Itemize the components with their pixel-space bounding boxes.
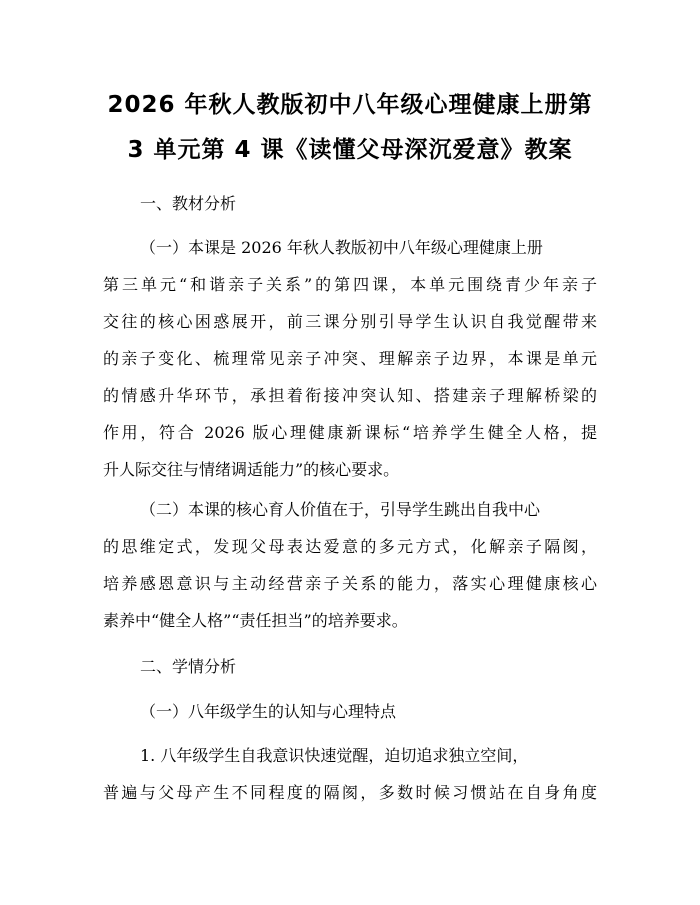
paragraph-2-line-2: 的思维定式，发现父母表达爱意的多元方式，化解亲子隔阂， [103, 537, 597, 556]
subsection-heading-cognitive-traits: （一）八年级学生的认知与心理特点 [140, 702, 397, 721]
section-heading-learner-analysis: 二、学情分析 [140, 657, 237, 676]
section-heading-textbook-analysis: 一、教材分析 [140, 194, 237, 213]
document-title-line-1: 2026 年秋人教版初中八年级心理健康上册第 [107, 92, 593, 118]
paragraph-1-line-4: 的亲子变化、梳理常见亲子冲突、理解亲子边界，本课是单元 [103, 349, 597, 368]
paragraph-1-line-5: 的情感升华环节，承担着衔接冲突认知、搭建亲子理解桥梁的 [103, 386, 597, 405]
list-item-1-line-1: 1. 八年级学生自我意识快速觉醒，迫切追求独立空间， [140, 746, 529, 765]
paragraph-1-line-6: 作用，符合 2026 版心理健康新课标“培养学生健全人格，提 [103, 423, 597, 442]
document-title-line-2: 3 单元第 4 课《读懂父母深沉爱意》教案 [127, 137, 573, 163]
paragraph-1-line-1: （一）本课是 2026 年秋人教版初中八年级心理健康上册 [140, 238, 543, 257]
paragraph-2-line-1: （二）本课的核心育人价值在于，引导学生跳出自我中心 [140, 500, 541, 519]
paragraph-2-line-4: 素养中“健全人格”“责任担当”的培养要求。 [103, 611, 408, 630]
paragraph-1-line-7: 升人际交往与情绪调适能力”的核心要求。 [103, 460, 400, 479]
paragraph-1-line-3: 交往的核心困惑展开，前三课分别引导学生认识自我觉醒带来 [103, 312, 597, 331]
paragraph-2-line-3: 培养感恩意识与主动经营亲子关系的能力，落实心理健康核心 [103, 574, 597, 593]
paragraph-1-line-2: 第三单元“和谐亲子关系”的第四课，本单元围绕青少年亲子 [103, 275, 597, 294]
list-item-1-line-2: 普遍与父母产生不同程度的隔阂，多数时候习惯站在自身角度 [103, 783, 597, 802]
